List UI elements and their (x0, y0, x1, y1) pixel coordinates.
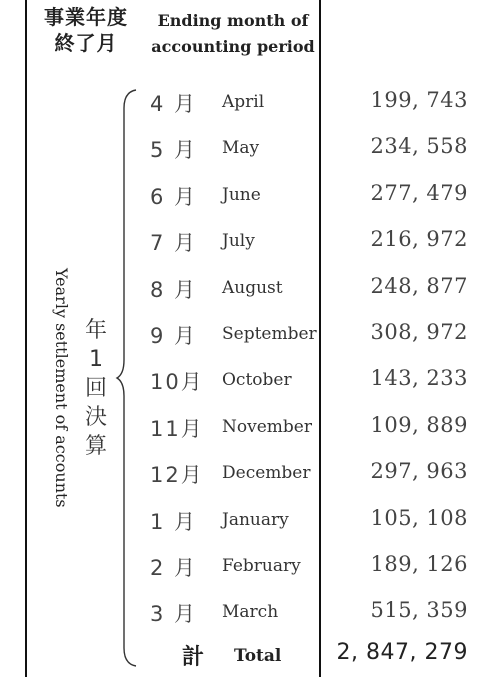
month-jp: 4 月 (150, 92, 198, 116)
table-row (0, 88, 500, 134)
table-row (0, 181, 500, 227)
month-jp: 11月 (150, 416, 204, 441)
month-en: July (222, 231, 255, 252)
month-value: 297, 963 (370, 459, 468, 484)
vertical-jp-char: 算 (84, 434, 107, 459)
month-jp: 8 月 (150, 277, 198, 302)
vertical-jp-char: 回 (84, 376, 107, 401)
month-value: 308, 972 (370, 320, 468, 344)
total-value: 2, 847, 279 (336, 640, 468, 665)
month-en: October (222, 370, 292, 391)
month-en: April (222, 92, 265, 112)
month-jp: 7 月 (150, 231, 198, 256)
month-jp: 3 月 (150, 602, 198, 627)
month-value: 216, 972 (370, 227, 468, 252)
header-japanese (34, 4, 138, 56)
month-jp: 1 月 (150, 509, 198, 534)
month-en: August (222, 277, 283, 298)
table-row (0, 459, 500, 505)
table-row (0, 274, 500, 320)
month-value: 143, 233 (370, 366, 468, 391)
month-value: 234, 558 (370, 134, 468, 159)
table-row (0, 413, 500, 459)
month-en: December (222, 463, 311, 484)
vertical-jp-char: 1 (89, 347, 103, 372)
month-en: January (222, 509, 289, 530)
total-label-jp: 計 (182, 645, 205, 670)
yearly-settlement-label: Yearly settlement of accounts (52, 268, 71, 508)
month-en: September (222, 324, 317, 344)
month-jp: 12月 (150, 463, 204, 488)
table-row (0, 366, 500, 412)
month-value: 189, 126 (370, 552, 468, 576)
table-row (0, 552, 500, 598)
month-jp: 6 月 (150, 184, 198, 209)
header-en-line2: accounting period (151, 37, 315, 56)
header-english (150, 8, 316, 60)
month-value: 105, 108 (370, 505, 468, 530)
table-row (0, 320, 500, 366)
month-jp: 10月 (150, 370, 204, 395)
month-en: February (222, 556, 301, 576)
month-value: 109, 889 (370, 412, 468, 437)
vertical-jp-char: 決 (84, 405, 107, 430)
month-jp: 9 月 (150, 324, 198, 348)
table-row (0, 227, 500, 273)
month-jp: 2 月 (150, 556, 198, 580)
month-en: May (222, 138, 260, 159)
header-jp-line2: 終了月 (54, 31, 118, 55)
header-jp-line1: 事業年度 (44, 5, 128, 29)
table-row (0, 598, 500, 644)
table-row (0, 134, 500, 180)
month-en: November (222, 416, 312, 437)
header-en-line1: Ending month of (157, 11, 309, 30)
month-en: March (222, 602, 279, 623)
month-value: 248, 877 (370, 273, 468, 298)
month-jp: 5 月 (150, 138, 198, 163)
vertical-jp-char: 年 (84, 318, 107, 343)
total-label-en: Total (234, 646, 282, 666)
month-value: 199, 743 (370, 88, 468, 112)
table-row (0, 506, 500, 552)
month-en: June (222, 184, 261, 205)
month-value: 515, 359 (370, 598, 468, 623)
month-value: 277, 479 (370, 180, 468, 205)
